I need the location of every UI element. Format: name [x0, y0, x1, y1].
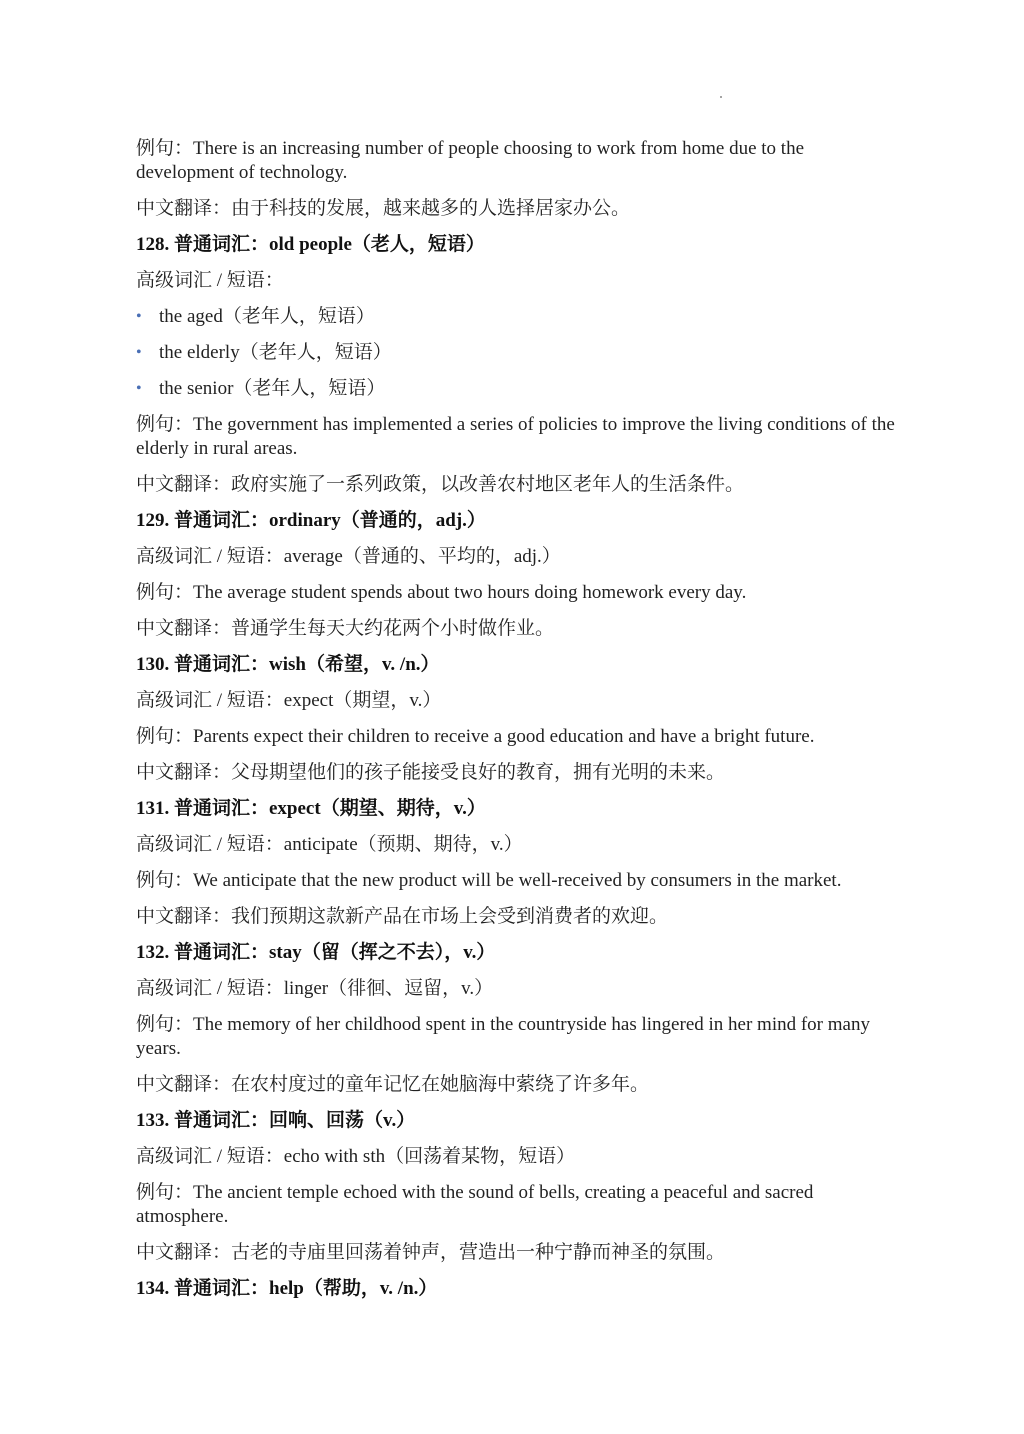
bullet-icon: • — [136, 380, 142, 397]
intro-example: 例句：There is an increasing number of people choosing to work from home due to the development of technology. — [136, 138, 804, 183]
entry-133-heading: 133. 普通词汇：回响、回荡（v.） — [136, 1110, 416, 1131]
entry-129-advanced: 高级词汇 / 短语：average（普通的、平均的，adj.） — [136, 546, 561, 567]
entry-131-example: 例句：We anticipate that the new product will be well-received by consumers in the market. — [136, 870, 842, 891]
entry-131-advanced: 高级词汇 / 短语：anticipate（预期、期待，v.） — [136, 834, 523, 855]
entry-132-advanced: 高级词汇 / 短语：linger（徘徊、逗留，v.） — [136, 978, 494, 999]
list-item — [136, 305, 896, 329]
bullet-icon: • — [136, 308, 142, 325]
list-item — [136, 377, 896, 401]
entry-131-translation: 中文翻译：我们预期这款新产品在市场上会受到消费者的欢迎。 — [136, 906, 669, 927]
entry-130-example: 例句：Parents expect their children to receive a good education and have a bright future. — [136, 726, 815, 747]
vocabulary-content — [136, 137, 896, 1313]
entry-128-bullet-list — [136, 305, 896, 401]
bullet-text: the aged（老年人，短语） — [159, 306, 375, 327]
entry-130-advanced: 高级词汇 / 短语：expect（期望，v.） — [136, 690, 442, 711]
entry-134-heading: 134. 普通词汇：help（帮助，v. /n.） — [136, 1278, 438, 1299]
entry-133-advanced: 高级词汇 / 短语：echo with sth（回荡着某物，短语） — [136, 1146, 576, 1167]
list-item — [136, 341, 896, 365]
bullet-icon: • — [136, 344, 142, 361]
entry-129-heading: 129. 普通词汇：ordinary（普通的，adj.） — [136, 510, 486, 531]
entry-131-heading: 131. 普通词汇：expect（期望、期待，v.） — [136, 798, 486, 819]
entry-132-example: 例句：The memory of her childhood spent in the countryside has lingered in her mind for many years. — [136, 1014, 870, 1059]
entry-133-translation: 中文翻译：古老的寺庙里回荡着钟声，营造出一种宁静而神圣的氛围。 — [136, 1242, 726, 1263]
entry-129-example: 例句：The average student spends about two hours doing homework every day. — [136, 582, 747, 603]
entry-133-example: 例句：The ancient temple echoed with the sound of bells, creating a peaceful and sacred atmosphere. — [136, 1182, 814, 1227]
entry-130-heading: 130. 普通词汇：wish（希望，v. /n.） — [136, 654, 440, 675]
entry-132-heading: 132. 普通词汇：stay（留（挥之不去），v.） — [136, 942, 496, 963]
entry-128-advanced: 高级词汇 / 短语： — [136, 270, 284, 291]
entry-128-translation: 中文翻译：政府实施了一系列政策，以改善农村地区老年人的生活条件。 — [136, 474, 745, 495]
entry-128-example: 例句：The government has implemented a series of policies to improve the living conditions of the elderly in rural areas. — [136, 414, 895, 459]
entry-128-heading: 128. 普通词汇：old people（老人，短语） — [136, 234, 485, 255]
entry-130-translation: 中文翻译：父母期望他们的孩子能接受良好的教育，拥有光明的未来。 — [136, 762, 726, 783]
bullet-text: the elderly（老年人，短语） — [159, 342, 392, 363]
page-mark — [720, 96, 722, 98]
entry-129-translation: 中文翻译：普通学生每天大约花两个小时做作业。 — [136, 618, 555, 639]
intro-translation: 中文翻译：由于科技的发展，越来越多的人选择居家办公。 — [136, 198, 631, 219]
entry-132-translation: 中文翻译：在农村度过的童年记忆在她脑海中萦绕了许多年。 — [136, 1074, 650, 1095]
bullet-text: the senior（老年人，短语） — [159, 378, 386, 399]
